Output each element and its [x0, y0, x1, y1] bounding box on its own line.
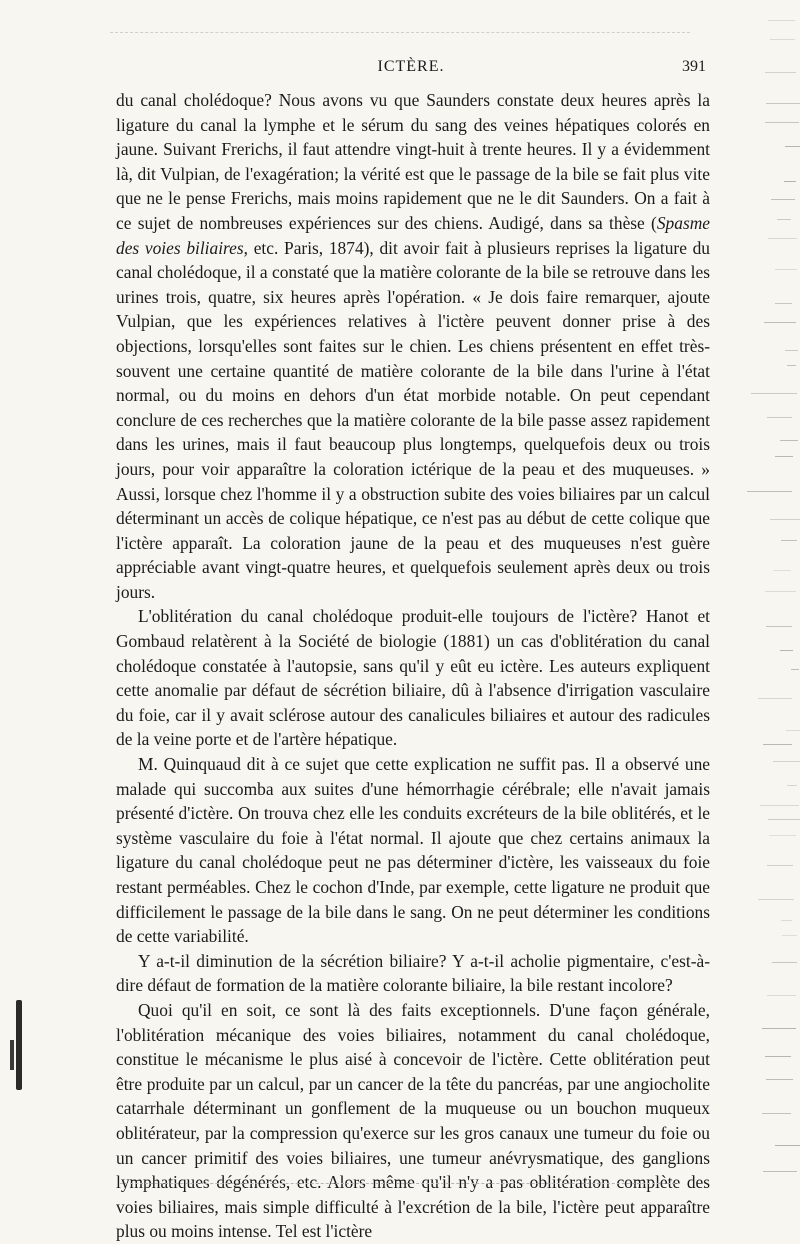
scan-noise-stroke [766, 1079, 793, 1080]
scan-noise-stroke [764, 322, 796, 323]
running-title: ICTÈRE. [377, 58, 445, 75]
binding-mark [16, 1000, 22, 1090]
scan-noise-stroke [766, 626, 792, 627]
scan-noise-stroke [780, 440, 798, 441]
paragraph-3: M. Quinquaud dit à ce sujet que cette explication ne suffit pas. Il a observé une malade qui succomba aux suites d'une hémorrhagie cérébrale; elle n'avait jamais présenté d'ictère. On trouva chez elle les conduits excréteurs de la bile oblitérés, et le système vasculaire du foie à l'état normal. Il ajoute que chez certains animaux la ligature du canal cholédoque peut ne pas déterminer d'ictère, les vaisseaux du foie restant perméables. Chez le cochon d'Inde, par exemple, cette ligature ne produit que difficilement le passage de la bile dans le sang. On ne peut déterminer les conditions de cette variabilité. [116, 754, 710, 947]
binding-mark-small [10, 1040, 14, 1070]
scan-noise-stroke [775, 269, 797, 270]
scan-noise-stroke [758, 698, 792, 699]
scan-noise-stroke [787, 785, 797, 786]
scan-noise-stroke [768, 238, 797, 239]
scan-noise-stroke [767, 995, 796, 996]
scan-noise-stroke [765, 122, 799, 123]
scan-noise-stroke [767, 865, 793, 866]
scan-noise-stroke [786, 730, 800, 731]
scan-noise-stroke [781, 540, 797, 541]
scan-noise-stroke [784, 181, 796, 182]
scan-noise-stroke [751, 393, 797, 394]
running-head [116, 58, 706, 84]
scan-noise-stroke [758, 899, 794, 900]
scan-noise-stroke [766, 103, 800, 104]
paragraph-1-text-after: , etc. Paris, 1874), dit avoir fait à plusieurs reprises la ligature du canal cholédoque, il a constaté que la matière colorante de la bile se retrouve dans les urines trois, quatre, six heures après l'opération. « Je dois faire remarquer, ajoute Vulpian, que les expériences relatives à l'ictère peuvent donner prise à des objections, lorsqu'elles sont faites sur le chien. Les chiens présentent en effet très-souvent une certaine quantité de matière colorante de la bile dans l'urine à l'état normal, ou du moins en dehors d'un état morbide notable. On peut cependant conclure de ces recherches que la matière colorante de la bile passe assez rapidement dans les urines, mais il faut beaucoup plus longtemps, quelquefois deux ou trois jours, pour voir apparaître la coloration ictérique de la peau et des muqueuses. » Aussi, lorsque chez l'homme il y a obstruction subite des voies biliaires par un calcul déterminant un accès de colique hépatique, ce n'est pas au début de cette colique que l'ictère apparaît. La coloration jaune de la peau et des muqueuses n'est guère appréciable avant vingt-quatre heures, et quelquefois seulement après deux ou trois jours. [116, 237, 711, 602]
scan-noise-stroke [780, 650, 793, 651]
body-text [116, 88, 710, 1244]
scan-noise-stroke [763, 1171, 797, 1172]
scan-noise-stroke [787, 365, 796, 366]
paragraph-1-text: du canal cholédoque? Nous avons vu que Saunders constate deux heures après la ligature du canal la lymphe et le sérum du sang des veines hépatiques colorés en jaune. Suivant Frerichs, il faut attendre vingt-huit à trente heures. Il y a évidemment là, dit Vulpian, de l'exagération; la vérité est que le passage de la bile se fait plus vite que ne le pense Frerichs, mais moins rapidement que ne le dit Saunders. On a fait à ce sujet de nombreuses expériences sur des chiens. Audigé, dans sa thèse ( [116, 90, 710, 233]
scan-noise-stroke [765, 1056, 791, 1057]
scan-noise-bottom [120, 1183, 680, 1184]
scan-noise-stroke [747, 491, 792, 492]
paragraph-5: Quoi qu'il en soit, ce sont là des faits exceptionnels. D'une façon générale, l'oblitération mécanique des voies biliaires, notamment du canal cholédoque, constitue le mécanisme le plus aisé à concevoir de l'ictère. Cette oblitération peut être produite par un calcul, par un cancer de la tête du pancréas, par une angiocholite catarrhale déterminant un gonflement de la muqueuse ou un bouchon muqueux oblitérateur, par la compression qu'exerce sur les gros canaux une tumeur du foie ou un cancer primitif des voies biliaires, une tumeur anévrysmatique, des ganglions lymphatiques dégénérés, etc. Alors même qu'il n'y a pas oblitération complète des voies biliaires, mais simple difficulté à l'excrétion de la bile, l'ictère peut apparaître plus ou moins intense. Tel est l'ictère [116, 999, 710, 1242]
scan-noise-stroke [770, 39, 795, 40]
scan-noise-stroke [781, 920, 792, 921]
scan-noise-stroke [762, 1113, 791, 1114]
scan-noise-stroke [773, 761, 800, 762]
scan-noise-stroke [765, 591, 796, 592]
scan-noise-stroke [768, 819, 800, 820]
scan-noise-top [110, 32, 690, 33]
page-number: 391 [682, 58, 706, 75]
scan-noise-stroke [773, 570, 791, 571]
scan-noise-stroke [769, 835, 796, 836]
scan-noise-stroke [785, 350, 798, 351]
scan-noise-stroke [762, 1028, 796, 1029]
scan-noise-stroke [785, 146, 800, 147]
scan-margin-noise [720, 0, 800, 1213]
scan-noise-stroke [775, 303, 792, 304]
scan-noise-stroke [770, 519, 800, 520]
scan-noise-stroke [777, 219, 791, 220]
paragraph-4: Y a-t-il diminution de la sécrétion biliaire? Y a-t-il acholie pigmentaire, c'est-à-dire défaut de formation de la matière colorante biliaire, la bile restant incolore? [116, 950, 710, 996]
paragraph-1-italic-title: Spasme des voies biliaires [116, 212, 710, 258]
scan-noise-stroke [765, 72, 796, 73]
scan-noise-stroke [760, 805, 799, 806]
scan-noise-stroke [767, 417, 792, 418]
paragraph-1 [116, 88, 710, 604]
scan-noise-stroke [775, 1145, 800, 1146]
scan-noise-stroke [775, 456, 793, 457]
scan-noise-stroke [772, 962, 797, 963]
scan-noise-stroke [768, 20, 795, 21]
scan-noise-stroke [782, 935, 797, 936]
scan-noise-stroke [791, 669, 799, 670]
paragraph-2: L'oblitération du canal cholédoque produit-elle toujours de l'ictère? Hanot et Gombaud relatèrent à la Société de biologie (1881) un cas d'oblitération du canal cholédoque constatée à l'autopsie, sans qu'il y eût eu ictère. Les auteurs expliquent cette anomalie par défaut de sécrétion biliaire, dû à l'absence d'irrigation vasculaire du foie, car il y avait sclérose autour des canalicules biliaires et autour des radicules de la veine porte et de l'artère hépatique. [116, 606, 710, 750]
scan-noise-stroke [771, 199, 795, 200]
scan-noise-stroke [763, 744, 792, 745]
